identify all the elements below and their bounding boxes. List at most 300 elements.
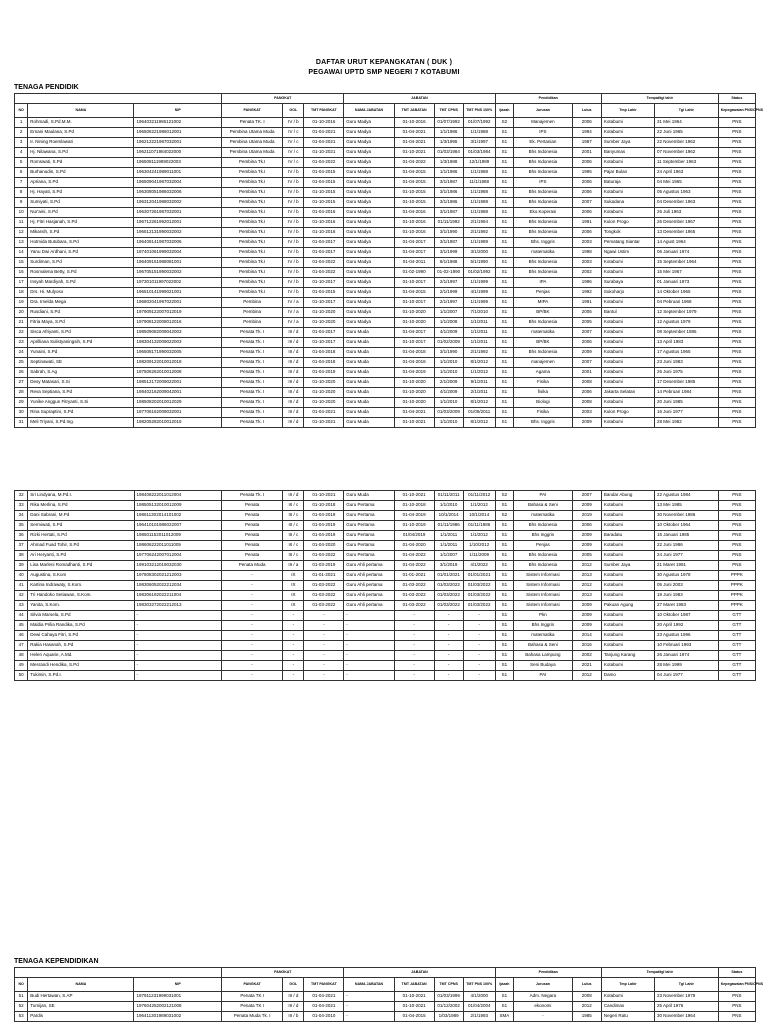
cell-gol: III / d: [283, 338, 304, 348]
cell-jurusan: fisika: [514, 388, 572, 398]
cell-nama-jabatan: Guru Pertama: [344, 551, 394, 561]
cell-nip: 196304241989011001: [134, 168, 222, 178]
cell-tmp-lahir: Kotabumi: [601, 318, 654, 328]
cell-tmp-lahir: Kotabumi: [601, 621, 654, 631]
cell-tmt-jabatan: 01-10-2017: [394, 338, 434, 348]
cell-no: 15: [15, 258, 28, 268]
cell-tmt-pns: 4/1/1999: [463, 288, 495, 298]
cell-jurusan: Penjas: [514, 541, 572, 551]
cell-pangkat: Pembina Tk.I: [222, 238, 283, 248]
cell-tmp-lahir: Kotabumi: [601, 128, 654, 138]
cell-tmp-lahir: Pakuan Agung: [601, 601, 654, 611]
cell-ijazah: S1: [495, 388, 514, 398]
cell-tmt-pangkat: 01-10-2018: [304, 501, 344, 511]
cell-status: PPPK: [718, 601, 755, 611]
cell-tgl-lahir: 04 Desember 1963: [654, 198, 718, 208]
cell-no: 12: [15, 228, 28, 238]
cell-tmt-jabatan: 01-10-2016: [394, 228, 434, 238]
cell-jurusan: matematika: [514, 248, 572, 258]
cell-nama: Augustina, S.Kom: [28, 571, 134, 581]
cell-pangkat: -: [222, 631, 283, 641]
cell-tmt-jabatan: 01-04-2022: [394, 551, 434, 561]
header-group-pendidikan: Pendidikan: [495, 94, 601, 104]
cell-status: PNS: [718, 408, 755, 418]
table-row: [15, 188, 756, 198]
table-row: [15, 651, 756, 661]
cell-tmt-jabatan: 01/04/2019: [394, 531, 434, 541]
cell-nama-jabatan: -: [344, 631, 394, 641]
table-row: [15, 571, 756, 581]
table-row: [15, 671, 756, 681]
cell-ijazah: S1: [495, 601, 514, 611]
header-tgl-lahir: Tgl Lahir: [654, 104, 718, 118]
cell-gol: IV / b: [283, 268, 304, 278]
cell-pangkat: Pembina Tk.I: [222, 228, 283, 238]
cell-tmp-lahir: Kotabumi: [601, 571, 654, 581]
cell-status: PPPK: [718, 581, 755, 591]
cell-tmt-jabatan: 01-04-2019: [394, 368, 434, 378]
cell-gol: III / c: [283, 511, 304, 521]
cell-tmt-pangkat: 01-10-2021: [304, 491, 344, 501]
cell-tmp-lahir: Kotabumi: [601, 378, 654, 388]
table-row: [15, 318, 756, 328]
cell-tmt-cpns: -: [434, 661, 463, 671]
cell-no: 40: [15, 571, 28, 581]
cell-lulus: 2012: [572, 581, 601, 591]
cell-nama: Budi Hertawan, S.AP: [28, 992, 134, 1002]
cell-tmt-cpns: 2/1/1997: [434, 278, 463, 288]
cell-tmt-pangkat: 01-04-2016: [304, 208, 344, 218]
cell-lulus: 1998: [572, 248, 601, 258]
cell-tmt-pangkat: 01-04-2010: [304, 1012, 344, 1022]
cell-tmt-cpns: 01/03/2022: [434, 591, 463, 601]
cell-ijazah: S1: [495, 228, 514, 238]
cell-tmt-cpns: 1/1/2008: [434, 318, 463, 328]
cell-tmt-pangkat: 01-10-2017: [304, 278, 344, 288]
cell-tmt-pangkat: 01-04-2017: [304, 248, 344, 258]
cell-tmt-pns: -: [463, 611, 495, 621]
cell-no: 21: [15, 318, 28, 328]
cell-ijazah: S1: [495, 218, 514, 228]
cell-tmt-pangkat: 01-04-2022: [304, 268, 344, 278]
cell-nama: Dani Sabrani, M.Pd: [28, 511, 134, 521]
cell-nip: -: [134, 621, 222, 631]
table-row: [15, 418, 756, 428]
cell-nip: -: [134, 631, 222, 641]
table-row: [15, 511, 756, 521]
table-row: [15, 992, 756, 1002]
cell-nip: 198611302014101002: [134, 511, 222, 521]
cell-no: 41: [15, 581, 28, 591]
cell-pangkat: Penata Tk. I: [222, 348, 283, 358]
cell-no: 47: [15, 641, 28, 651]
cell-tmt-jabatan: 01-04-2021: [394, 138, 434, 148]
cell-tmt-cpns: -: [434, 671, 463, 681]
cell-no: 39: [15, 561, 28, 571]
cell-nama-jabatan: Guru Muda: [344, 368, 394, 378]
cell-tgl-lahir: 01 Januari 1973: [654, 278, 718, 288]
cell-no: 6: [15, 168, 28, 178]
cell-tmt-pangkat: 01-03-2019: [304, 561, 344, 571]
cell-tmt-pangkat: 01-10-2016: [304, 118, 344, 128]
cell-tgl-lahir: 05 Agustus 1963: [654, 188, 718, 198]
cell-pangkat: Pembina Tk.I: [222, 288, 283, 298]
cell-tmt-jabatan: 01-04-2017: [394, 248, 434, 258]
header-tmt-pangkat: TMT PANGKAT: [304, 978, 344, 992]
cell-ijazah: S1: [495, 398, 514, 408]
cell-tmt-jabatan: 01-03-2022: [394, 581, 434, 591]
header-status: Kepegawaian PNS/CPNS: [718, 104, 755, 118]
cell-tmt-cpns: 1/1/2010: [434, 368, 463, 378]
cell-pangkat: Pembina Utama Muda: [222, 148, 283, 158]
section-title-pendidik: TENAGA PENDIDIK: [14, 84, 79, 91]
cell-ijazah: S1: [495, 531, 514, 541]
cell-nip: 198512172009022001: [134, 378, 222, 388]
cell-no: 18: [15, 288, 28, 298]
cell-status: PNS: [718, 541, 755, 551]
cell-tmt-jabatan: 01-10-2019: [394, 521, 434, 531]
cell-pangkat: -: [222, 601, 283, 611]
cell-nama: Reva Septiana, S.Pd: [28, 388, 134, 398]
header-status: Kepegawaian PNS/CPNS: [718, 978, 755, 992]
cell-tmt-pangkat: 01-04-2018: [304, 348, 344, 358]
cell-gol: III / d: [283, 378, 304, 388]
cell-pangkat: Penata: [222, 511, 283, 521]
cell-nama-jabatan: Guru Madya: [344, 318, 394, 328]
cell-tmp-lahir: Kotabumi: [601, 501, 654, 511]
cell-status: PNS: [718, 318, 755, 328]
cell-nama-jabatan: -: [344, 651, 394, 661]
cell-lulus: 2009: [572, 531, 601, 541]
header-nip: NIP: [134, 104, 222, 118]
cell-tmt-pns: 4/1/2000: [463, 992, 495, 1002]
cell-jurusan: Bhs Indonesia: [514, 318, 572, 328]
cell-status: PNS: [718, 551, 755, 561]
cell-tmt-pns: 01/09/2011: [463, 408, 495, 418]
cell-tmt-pns: 01/07/1992: [463, 118, 495, 128]
cell-nama: Mikarsih, S.Pd: [28, 228, 134, 238]
cell-nama: Sabrah, S.Ag: [28, 368, 134, 378]
cell-status: PNS: [718, 288, 755, 298]
cell-tmp-lahir: Kotabumi: [601, 368, 654, 378]
cell-gol: IV / c: [283, 128, 304, 138]
cell-tgl-lahir: 23 Agustus 1996: [654, 631, 718, 641]
cell-tmt-pns: 1/1/2011: [463, 318, 495, 328]
cell-nama: Septinawati, SE: [28, 358, 134, 368]
cell-jurusan: BP/BK: [514, 308, 572, 318]
cell-tmt-cpns: 1/1/2010: [434, 398, 463, 408]
cell-tmp-lahir: Candimas: [601, 1002, 654, 1012]
cell-tmt-pangkat: 01-10-2020: [304, 318, 344, 328]
cell-nip: 197604252002121008: [134, 1002, 222, 1012]
cell-nama-jabatan: Guru Muda: [344, 378, 394, 388]
table-row: [15, 248, 756, 258]
cell-lulus: 2012: [572, 1002, 601, 1012]
cell-jurusan: Agama: [514, 368, 572, 378]
section-title-kependidikan: TENAGA KEPENDIDIKAN: [14, 958, 99, 965]
cell-tmp-lahir: Damo: [601, 671, 654, 681]
cell-gol: III / c: [283, 551, 304, 561]
table-row: [15, 358, 756, 368]
cell-pangkat: -: [222, 571, 283, 581]
cell-nip: 198501152011012009: [134, 531, 222, 541]
cell-nip: 197401061999032004: [134, 248, 222, 258]
cell-lulus: 2006: [572, 208, 601, 218]
cell-tmt-pangkat: 01-04-2015: [304, 178, 344, 188]
header-group-pendidikan: Pendidikan: [495, 968, 601, 978]
cell-jurusan: manajemen: [514, 358, 572, 368]
cell-jurusan: Ek. Pertanian: [514, 138, 572, 148]
cell-nip: -: [134, 611, 222, 621]
header-tmt-jabatan: TMT JABATAN: [394, 104, 434, 118]
cell-tmt-jabatan: 01-10-2021: [394, 1002, 434, 1012]
cell-lulus: 1991: [572, 298, 601, 308]
cell-jurusan: Eko.Koperasi: [514, 208, 572, 218]
cell-tmt-pns: -: [463, 671, 495, 681]
cell-pangkat: -: [222, 611, 283, 621]
cell-pangkat: -: [222, 621, 283, 631]
cell-pangkat: Penata Tk. I: [222, 378, 283, 388]
cell-status: PNS: [718, 248, 755, 258]
cell-tgl-lahir: 26 Januari 1974: [654, 651, 718, 661]
cell-nip: 198303272022212013: [134, 601, 222, 611]
cell-gol: IV / b: [283, 238, 304, 248]
cell-ijazah: S1: [495, 591, 514, 601]
cell-no: 42: [15, 591, 28, 601]
cell-status: PNS: [718, 348, 755, 358]
cell-status: GTT: [718, 611, 755, 621]
cell-nama: Mesrandi Hendika, S.Pd: [28, 661, 134, 671]
cell-tgl-lahir: 28 Mei 1982: [654, 418, 718, 428]
cell-tmt-cpns: 3/1/1999: [434, 248, 463, 258]
cell-tmt-pns: 1/1/1999: [463, 298, 495, 308]
cell-gol: -: [283, 651, 304, 661]
cell-tmt-pns: 5/1/1990: [463, 258, 495, 268]
cell-tmt-jabatan: 01-10-2021: [394, 491, 434, 501]
cell-tmt-pns: -: [463, 621, 495, 631]
cell-tmt-cpns: 10/1/2014: [434, 511, 463, 521]
cell-tgl-lahir: 08 September 1985: [654, 328, 718, 338]
cell-nama: Sri Lindyana, M.Pd.I.: [28, 491, 134, 501]
cell-lulus: 2013: [572, 591, 601, 601]
cell-tmt-jabatan: 01-03-2022: [394, 591, 434, 601]
cell-tmp-lahir: Kotabumi: [601, 511, 654, 521]
cell-tmt-jabatan: 01-04-2021: [394, 128, 434, 138]
cell-pangkat: Pembina Tk.I: [222, 208, 283, 218]
cell-ijazah: S2: [495, 511, 514, 521]
cell-ijazah: S1: [495, 418, 514, 428]
header-tmt-pns: TMT PNS 100%: [463, 978, 495, 992]
cell-no: 45: [15, 621, 28, 631]
cell-pangkat: Penata Tk. I: [222, 368, 283, 378]
cell-nama-jabatan: Guru Madya: [344, 308, 394, 318]
cell-status: PNS: [718, 521, 755, 531]
cell-tmp-lahir: Pematang Siantar: [601, 238, 654, 248]
cell-tmt-jabatan: -: [394, 621, 434, 631]
cell-no: 35: [15, 521, 28, 531]
cell-lulus: 2021: [572, 661, 601, 671]
cell-nama: Hj. Hayati, S.Pd: [28, 188, 134, 198]
cell-tmt-cpns: 1/1/2011: [434, 531, 463, 541]
cell-tmt-pns: 10/1/2014: [463, 511, 495, 521]
cell-tmt-pangkat: 01-10-2020: [304, 378, 344, 388]
table-row: [15, 228, 756, 238]
cell-jurusan: Bhs Indonesia: [514, 521, 572, 531]
cell-tmt-pns: 3/1/1997: [463, 138, 495, 148]
cell-ijazah: S1: [495, 208, 514, 218]
cell-ijazah: S1: [495, 318, 514, 328]
table-row: [15, 348, 756, 358]
cell-tmp-lahir: Banyumas: [601, 148, 654, 158]
cell-tmt-pangkat: 01-04-2017: [304, 328, 344, 338]
cell-tmp-lahir: Kotabumi: [601, 258, 654, 268]
table-row: [15, 308, 756, 318]
cell-nip: -: [134, 641, 222, 651]
document-subtitle: PEGAWAI UPTD SMP NEGERI 7 KOTABUMI: [308, 69, 460, 76]
cell-gol: IX: [283, 571, 304, 581]
cell-nip: 196411301989031002: [134, 1012, 222, 1022]
cell-jurusan: Sistem Informasi: [514, 571, 572, 581]
cell-nama-jabatan: Guru Madya: [344, 258, 394, 268]
cell-tmt-cpns: 01/03/2022: [434, 601, 463, 611]
header-nama: NAMA: [28, 104, 134, 118]
table-row: [15, 581, 756, 591]
cell-ijazah: S1: [495, 178, 514, 188]
cell-tmt-cpns: 01/07/1992: [434, 118, 463, 128]
cell-nama-jabatan: Guru Madya: [344, 218, 394, 228]
cell-lulus: 2006: [572, 158, 601, 168]
cell-status: GTT: [718, 671, 755, 681]
cell-tmt-pns: 01/03/1984: [463, 148, 495, 158]
cell-jurusan: Biologi: [514, 398, 572, 408]
cell-tgl-lahir: 13 Mei 1985: [654, 501, 718, 511]
cell-nip: 196802041997022001: [134, 298, 222, 308]
cell-tmt-jabatan: 01-10-2016: [394, 218, 434, 228]
table-row: [15, 178, 756, 188]
cell-tmt-cpns: 3/1/1987: [434, 178, 463, 188]
cell-tmt-pns: 01/02/1992: [463, 268, 495, 278]
cell-tmt-pns: 2/1/2011: [463, 388, 495, 398]
cell-tmt-jabatan: 01-03-2022: [394, 601, 434, 611]
cell-tmt-cpns: 1/1/2010: [434, 418, 463, 428]
cell-tmt-pns: -: [463, 641, 495, 651]
cell-tmt-pangkat: 01-04-2021: [304, 992, 344, 1002]
cell-tmt-pangkat: 01-04-2022: [304, 158, 344, 168]
cell-tgl-lahir: 04 Mei 1965: [654, 178, 718, 188]
cell-tgl-lahir: 16 Juni 1977: [654, 408, 718, 418]
cell-jurusan: Fisika: [514, 408, 572, 418]
cell-nama: Surdiman, S.Pd: [28, 258, 134, 268]
header-pangkat: PANGKAT: [222, 978, 283, 992]
cell-nama: Rizki Hertati, S.Pd: [28, 531, 134, 541]
cell-tgl-lahir: 10 Februari 1993: [654, 641, 718, 651]
cell-tmt-pangkat: 01-04-2018: [304, 358, 344, 368]
cell-tmt-jabatan: -: [394, 641, 434, 651]
cell-status: PNS: [718, 358, 755, 368]
cell-tmt-jabatan: -: [394, 631, 434, 641]
cell-tmt-jabatan: 01-04-2017: [394, 328, 434, 338]
cell-tmt-pangkat: -: [304, 621, 344, 631]
cell-no: 10: [15, 208, 28, 218]
duk-table-pendidik-continued: [14, 490, 756, 681]
table-row: [15, 198, 756, 208]
table-row: [15, 408, 756, 418]
cell-status: PNS: [718, 398, 755, 408]
header-nama-jabatan: NAMA JABATAN: [344, 978, 394, 992]
cell-tmp-lahir: Kotabumi: [601, 631, 654, 641]
cell-gol: III / d: [283, 368, 304, 378]
cell-status: GTT: [718, 621, 755, 631]
cell-tmt-pangkat: 01-10-2015: [304, 198, 344, 208]
cell-nip: 196403211986121002: [134, 118, 222, 128]
cell-tgl-lahir: 14 Agust 1964: [654, 238, 718, 248]
cell-pangkat: Pembina: [222, 298, 283, 308]
cell-no: 31: [15, 418, 28, 428]
cell-ijazah: S1: [495, 571, 514, 581]
cell-nama-jabatan: Guru Madya: [344, 128, 394, 138]
header-group-status: Status: [718, 968, 755, 978]
cell-jurusan: Penjas: [514, 288, 572, 298]
cell-tgl-lahir: 14 Pebruari 1984: [654, 388, 718, 398]
cell-nama-jabatan: Guru Ahli pertama: [344, 581, 394, 591]
cell-tmt-cpns: 3/1/1986: [434, 198, 463, 208]
cell-pangkat: Pembina Tk.I: [222, 178, 283, 188]
cell-lulus: 2009: [572, 418, 601, 428]
cell-tmt-cpns: 1/1/1986: [434, 168, 463, 178]
cell-tmt-pangkat: 01-10-2017: [304, 338, 344, 348]
table-row: [15, 631, 756, 641]
table-row: [15, 208, 756, 218]
duk-table-kependidikan: [14, 967, 764, 1022]
table-row: [15, 541, 756, 551]
cell-nama: Maldia Prilia Randika, S.Pd: [28, 621, 134, 631]
cell-no: 19: [15, 298, 28, 308]
header-tgl-lahir: Tgl Lahir: [654, 978, 718, 992]
cell-tmt-pns: 2/1/1993: [463, 1012, 495, 1022]
cell-lulus: 2009: [572, 541, 601, 551]
cell-tmt-cpns: -: [434, 631, 463, 641]
cell-pangkat: Penata Tk. I: [222, 398, 283, 408]
cell-nip: 196307261987032001: [134, 208, 222, 218]
cell-status: PNS: [718, 198, 755, 208]
cell-pangkat: Pembina Tk.I: [222, 198, 283, 208]
header-group-ttl: Tempat/tgl lahir: [601, 968, 718, 978]
cell-nip: 198508202010012029: [134, 398, 222, 408]
table-row: [15, 641, 756, 651]
cell-gol: III / d: [283, 992, 304, 1002]
cell-tmt-cpns: 01/03/1984: [434, 148, 463, 158]
cell-gol: III / c: [283, 521, 304, 531]
cell-no: 20: [15, 308, 28, 318]
cell-tgl-lahir: 22 Juni 1965: [654, 128, 718, 138]
cell-gol: IV / b: [283, 198, 304, 208]
table-row: [15, 501, 756, 511]
header-gol: GOL: [283, 104, 304, 118]
cell-tmp-lahir: Bandar Abung: [601, 491, 654, 501]
cell-lulus: 2008: [572, 378, 601, 388]
cell-nama: Sumiyati, S.Pd: [28, 198, 134, 208]
cell-gol: III / d: [283, 1002, 304, 1012]
cell-tmt-cpns: -: [434, 621, 463, 631]
cell-jurusan: IPA: [514, 278, 572, 288]
cell-tmt-pns: 1/1/1999: [463, 278, 495, 288]
cell-tmt-pangkat: -: [304, 661, 344, 671]
cell-tmt-cpns: 01/01/2021: [434, 571, 463, 581]
header-pangkat: PANGKAT: [222, 104, 283, 118]
table-row: [15, 661, 756, 671]
cell-jurusan: Fisika: [514, 378, 572, 388]
cell-tmt-jabatan: 01-10-2018: [394, 501, 434, 511]
